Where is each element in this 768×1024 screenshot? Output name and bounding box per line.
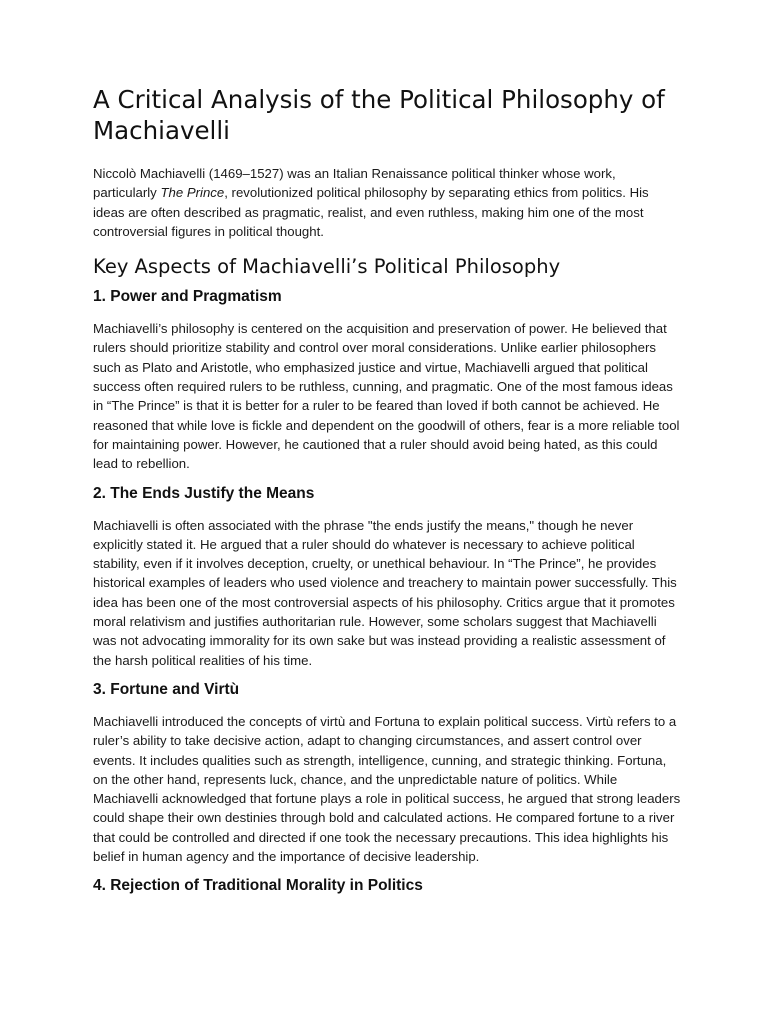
document-title: A Critical Analysis of the Political Philosophy of Machiavelli <box>93 85 665 145</box>
document-content <box>93 84 683 908</box>
intro-paragraph <box>93 164 683 241</box>
subsection-body-fortune: Machiavelli introduced the concepts of virtù and Fortuna to explain political success. Virtù refers to a ruler’s ability to take decisive action, adapt to changing circumstances, and assert control over events. It includes qualities such as strength, intelligence, cunning, and strategic thinking. Fortuna, on the other hand, represents luck, chance, and the unpredictable nature of politics. While Machiavelli acknowledged that fortune plays a role in political success, he argued that strong leaders could shape their own destinies through bold and calculated actions. He compared fortune to a river that could be controlled and directed if one took the necessary precautions. This idea highlights his belief in human agency and the importance of decisive leadership. <box>93 713 681 865</box>
section-heading: Key Aspects of Machiavelli’s Political Philosophy <box>93 255 561 279</box>
subsection-heading-ends-means: 2. The Ends Justify the Means <box>93 484 315 502</box>
intro-book-title: The Prince <box>160 185 225 201</box>
subsection-body-ends-means: Machiavelli is often associated with the phrase "the ends justify the means," though he never explicitly stated it. He argued that a ruler should do whatever is necessary to achieve political stability, even if it involves deception, cruelty, or unethical behaviour. In “The Prince”, he provides historical examples of leaders who used violence and treachery to maintain power successfully. This idea has been one of the most controversial aspects of his philosophy. Critics argue that it promotes moral relativism and justifies authoritarian rule. However, some scholars suggest that Machiavelli was not advocating immorality for its own sake but was instead providing a realistic assessment of the harsh political realities of his time. <box>93 517 677 668</box>
subsection-body-power: Machiavelli’s philosophy is centered on the acquisition and preservation of power. He believed that rulers should prioritize stability and control over moral considerations. Unlike earlier philosophers such as Plato and Aristotle, who emphasized justice and virtue, Machiavelli argued that political success often required rulers to be ruthless, cunning, and pragmatic. One of the most famous ideas in “The Prince” is that it is better for a ruler to be feared than loved if both cannot be achieved. He reasoned that while love is fickle and dependent on the goodwill of others, fear is a more reliable tool for maintaining power. However, he cautioned that a ruler should avoid being hated, as this could lead to rebellion. <box>93 321 680 472</box>
intro-text-end: , revolutionized political philosophy by separating ethics from politics. His ideas are often described as pragmatic, realist, and even ruthless, making him one of the most controversial figures in political thought. <box>93 185 649 239</box>
subsection-heading-morality: 4. Rejection of Traditional Morality in Politics <box>93 877 423 895</box>
subsection-heading-power: 1. Power and Pragmatism <box>93 288 282 306</box>
subsection-heading-fortune: 3. Fortune and Virtù <box>93 680 240 698</box>
intro-text-start: Niccolò Machiavelli (1469–1527) was an Italian Renaissance political thinker whose work, particularly <box>93 166 616 201</box>
